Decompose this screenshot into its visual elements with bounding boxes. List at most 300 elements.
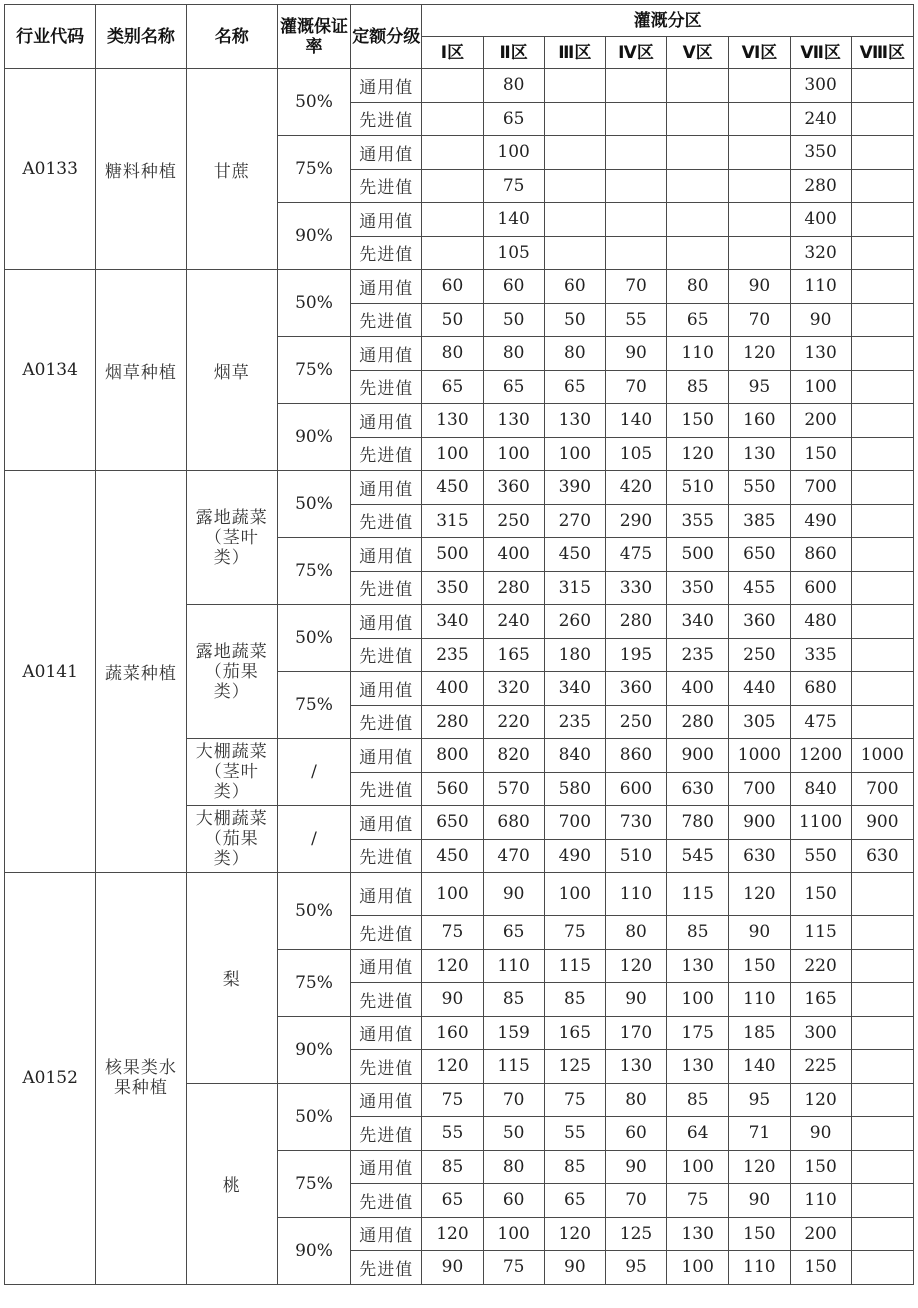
crop-name-cell: 露地蔬菜（茎叶类） (186, 471, 277, 605)
zone-value-cell: 550 (729, 471, 790, 505)
guarantee-rate-cell: 50% (277, 69, 350, 136)
zone-value-cell: 280 (790, 169, 851, 203)
zone-value-cell (667, 69, 729, 103)
zone-value-cell: 700 (544, 806, 605, 840)
zone-value-cell: 120 (605, 949, 666, 983)
crop-name-cell: 露地蔬菜（茄果类） (186, 605, 277, 739)
zone-value-cell: 70 (729, 303, 790, 337)
quota-grade-cell: 先进值 (351, 571, 422, 605)
zone-value-cell: 330 (605, 571, 666, 605)
zone-value-cell (851, 1184, 913, 1218)
category-name-cell: 糖料种植 (96, 69, 186, 270)
quota-grade-cell: 先进值 (351, 983, 422, 1017)
zone-value-cell: 150 (729, 949, 790, 983)
zone-value-cell (851, 169, 913, 203)
quota-grade-cell: 先进值 (351, 839, 422, 873)
quota-grade-cell: 先进值 (351, 1117, 422, 1151)
zone-value-cell (667, 169, 729, 203)
zone-value-cell: 130 (667, 1217, 729, 1251)
zone-value-cell (851, 1050, 913, 1084)
zone-value-cell: 120 (790, 1083, 851, 1117)
zone-value-cell: 420 (605, 471, 666, 505)
zone-value-cell: 110 (790, 270, 851, 304)
zone-value-cell: 90 (605, 337, 666, 371)
zone-value-cell: 240 (790, 102, 851, 136)
zone-value-cell (544, 169, 605, 203)
zone-value-cell: 100 (544, 873, 605, 916)
zone-value-cell: 90 (422, 1251, 483, 1285)
zone-value-cell: 75 (422, 916, 483, 950)
category-name-cell: 烟草种植 (96, 270, 186, 471)
zone-value-cell (851, 1217, 913, 1251)
quota-grade-cell: 通用值 (351, 337, 422, 371)
zone-value-cell: 85 (544, 1150, 605, 1184)
zone-value-cell: 75 (483, 1251, 544, 1285)
quota-grade-cell: 先进值 (351, 638, 422, 672)
zone-value-cell (422, 236, 483, 270)
zone-value-cell: 550 (790, 839, 851, 873)
zone-value-cell: 315 (422, 504, 483, 538)
category-name-cell: 核果类水果种植 (96, 873, 186, 1285)
zone-value-cell: 490 (790, 504, 851, 538)
zone-value-cell: 630 (729, 839, 790, 873)
zone-value-cell: 185 (729, 1016, 790, 1050)
quota-grade-cell: 先进值 (351, 504, 422, 538)
zone-value-cell: 250 (605, 705, 666, 739)
zone-value-cell: 360 (483, 471, 544, 505)
zone-value-cell (851, 983, 913, 1017)
zone-value-cell: 280 (483, 571, 544, 605)
zone-value-cell: 150 (790, 1251, 851, 1285)
crop-name-cell: 桃 (186, 1083, 277, 1284)
zone-value-cell (729, 136, 790, 170)
zone-value-cell: 60 (483, 1184, 544, 1218)
zone-value-cell: 860 (605, 739, 666, 773)
zone-value-cell: 80 (605, 916, 666, 950)
zone-value-cell: 350 (667, 571, 729, 605)
zone-value-cell: 50 (422, 303, 483, 337)
zone-value-cell: 165 (790, 983, 851, 1017)
zone-value-cell: 820 (483, 739, 544, 773)
zone-value-cell (851, 916, 913, 950)
zone-value-cell (851, 102, 913, 136)
zone-value-cell: 110 (790, 1184, 851, 1218)
zone-value-cell: 130 (729, 437, 790, 471)
crop-name-cell: 烟草 (186, 270, 277, 471)
zone-value-cell: 630 (851, 839, 913, 873)
quota-grade-cell: 通用值 (351, 69, 422, 103)
zone-value-cell: 105 (483, 236, 544, 270)
zone-value-cell: 150 (729, 1217, 790, 1251)
zone-value-cell: 340 (544, 672, 605, 706)
table-header (5, 5, 914, 69)
zone-value-cell: 140 (605, 404, 666, 438)
zone-value-cell: 730 (605, 806, 666, 840)
quota-grade-cell: 通用值 (351, 672, 422, 706)
zone-value-cell: 340 (667, 605, 729, 639)
zone-value-cell: 65 (667, 303, 729, 337)
zone-value-cell: 150 (790, 1150, 851, 1184)
zone-value-cell: 100 (667, 1150, 729, 1184)
zone-value-cell: 80 (483, 1150, 544, 1184)
guarantee-rate-cell: 90% (277, 203, 350, 270)
quota-grade-cell: 先进值 (351, 1184, 422, 1218)
zone-value-cell: 400 (422, 672, 483, 706)
zone-value-cell: 500 (667, 538, 729, 572)
zone-value-cell: 470 (483, 839, 544, 873)
quota-grade-cell: 通用值 (351, 471, 422, 505)
zone-value-cell: 65 (544, 1184, 605, 1218)
header-zone: Ⅰ区 (422, 37, 483, 69)
zone-value-cell: 110 (605, 873, 666, 916)
zone-value-cell: 100 (667, 983, 729, 1017)
zone-value-cell: 90 (729, 1184, 790, 1218)
zone-value-cell: 1000 (729, 739, 790, 773)
zone-value-cell: 150 (790, 873, 851, 916)
zone-value-cell: 780 (667, 806, 729, 840)
zone-value-cell: 360 (729, 605, 790, 639)
zone-value-cell: 680 (790, 672, 851, 706)
zone-value-cell: 455 (729, 571, 790, 605)
zone-value-cell: 90 (605, 983, 666, 1017)
zone-value-cell (729, 69, 790, 103)
table-row (5, 471, 914, 505)
zone-value-cell (544, 69, 605, 103)
zone-value-cell: 335 (790, 638, 851, 672)
zone-value-cell: 60 (422, 270, 483, 304)
industry-code-cell: A0133 (5, 69, 96, 270)
guarantee-rate-cell: 75% (277, 337, 350, 404)
guarantee-rate-cell: 75% (277, 1150, 350, 1217)
zone-value-cell (851, 303, 913, 337)
zone-value-cell: 80 (483, 69, 544, 103)
guarantee-rate-cell: 50% (277, 471, 350, 538)
quota-grade-cell: 先进值 (351, 236, 422, 270)
guarantee-rate-cell: 50% (277, 1083, 350, 1150)
zone-value-cell: 64 (667, 1117, 729, 1151)
quota-grade-cell: 先进值 (351, 1251, 422, 1285)
zone-value-cell (422, 69, 483, 103)
zone-value-cell: 70 (605, 270, 666, 304)
table-body (5, 69, 914, 1285)
zone-value-cell: 680 (483, 806, 544, 840)
zone-value-cell: 100 (544, 437, 605, 471)
zone-value-cell: 130 (667, 1050, 729, 1084)
zone-value-cell (851, 504, 913, 538)
zone-value-cell: 360 (605, 672, 666, 706)
zone-value-cell (544, 236, 605, 270)
quota-grade-cell: 先进值 (351, 102, 422, 136)
zone-value-cell: 90 (422, 983, 483, 1017)
guarantee-rate-cell: 90% (277, 404, 350, 471)
zone-value-cell: 60 (483, 270, 544, 304)
zone-value-cell: 130 (605, 1050, 666, 1084)
zone-value-cell (851, 136, 913, 170)
zone-value-cell: 65 (544, 370, 605, 404)
zone-value-cell: 120 (729, 1150, 790, 1184)
zone-value-cell: 290 (605, 504, 666, 538)
zone-value-cell (851, 949, 913, 983)
zone-value-cell: 500 (422, 538, 483, 572)
quota-grade-cell: 先进值 (351, 1050, 422, 1084)
zone-value-cell: 90 (483, 873, 544, 916)
quota-grade-cell: 先进值 (351, 772, 422, 806)
zone-value-cell: 100 (667, 1251, 729, 1285)
guarantee-rate-cell: 75% (277, 538, 350, 605)
zone-value-cell: 300 (790, 69, 851, 103)
zone-value-cell: 130 (790, 337, 851, 371)
zone-value-cell: 300 (790, 1016, 851, 1050)
header-zone: Ⅱ区 (483, 37, 544, 69)
zone-value-cell (851, 1016, 913, 1050)
zone-value-cell (605, 169, 666, 203)
zone-value-cell: 800 (422, 739, 483, 773)
guarantee-rate-cell: 50% (277, 873, 350, 950)
zone-value-cell: 650 (729, 538, 790, 572)
quota-grade-cell: 通用值 (351, 605, 422, 639)
table-row (5, 873, 914, 916)
zone-value-cell: 120 (422, 1050, 483, 1084)
zone-value-cell: 110 (667, 337, 729, 371)
zone-value-cell: 55 (544, 1117, 605, 1151)
zone-value-cell: 200 (790, 1217, 851, 1251)
header-zone: Ⅲ区 (544, 37, 605, 69)
zone-value-cell: 60 (605, 1117, 666, 1151)
header-grade: 定额分级 (351, 5, 422, 69)
zone-value-cell: 90 (729, 270, 790, 304)
zone-value-cell: 95 (729, 1083, 790, 1117)
quota-grade-cell: 先进值 (351, 916, 422, 950)
zone-value-cell: 250 (483, 504, 544, 538)
crop-name-cell: 梨 (186, 873, 277, 1084)
zone-value-cell: 220 (790, 949, 851, 983)
zone-value-cell (422, 203, 483, 237)
zone-value-cell (422, 136, 483, 170)
zone-value-cell (851, 672, 913, 706)
zone-value-cell: 120 (729, 337, 790, 371)
zone-value-cell (851, 605, 913, 639)
quota-grade-cell: 先进值 (351, 169, 422, 203)
header-zone: Ⅶ区 (790, 37, 851, 69)
zone-value-cell: 60 (544, 270, 605, 304)
zone-value-cell: 510 (605, 839, 666, 873)
zone-value-cell: 50 (483, 1117, 544, 1151)
zone-value-cell: 120 (422, 1217, 483, 1251)
zone-value-cell: 1000 (851, 739, 913, 773)
zone-value-cell: 490 (544, 839, 605, 873)
zone-value-cell: 130 (422, 404, 483, 438)
zone-value-cell: 385 (729, 504, 790, 538)
zone-value-cell (544, 203, 605, 237)
zone-value-cell (851, 404, 913, 438)
guarantee-rate-cell: 50% (277, 270, 350, 337)
zone-value-cell: 160 (422, 1016, 483, 1050)
zone-value-cell: 280 (667, 705, 729, 739)
zone-value-cell (851, 1150, 913, 1184)
zone-value-cell: 150 (790, 437, 851, 471)
header-category: 类别名称 (96, 5, 186, 69)
zone-value-cell: 700 (851, 772, 913, 806)
zone-value-cell: 270 (544, 504, 605, 538)
zone-value-cell: 180 (544, 638, 605, 672)
quota-grade-cell: 通用值 (351, 136, 422, 170)
header-name: 名称 (186, 5, 277, 69)
zone-value-cell: 75 (483, 169, 544, 203)
zone-value-cell: 90 (790, 1117, 851, 1151)
crop-name-cell: 大棚蔬菜（茎叶类） (186, 739, 277, 806)
zone-value-cell: 55 (422, 1117, 483, 1151)
zone-value-cell (729, 169, 790, 203)
zone-value-cell (605, 102, 666, 136)
zone-value-cell (605, 69, 666, 103)
zone-value-cell (851, 69, 913, 103)
zone-value-cell: 115 (544, 949, 605, 983)
zone-value-cell: 475 (605, 538, 666, 572)
zone-value-cell: 320 (483, 672, 544, 706)
zone-value-cell: 100 (483, 437, 544, 471)
zone-value-cell (605, 136, 666, 170)
zone-value-cell: 235 (667, 638, 729, 672)
zone-value-cell: 450 (422, 839, 483, 873)
zone-value-cell: 65 (483, 102, 544, 136)
category-name-cell: 蔬菜种植 (96, 471, 186, 873)
zone-value-cell: 480 (790, 605, 851, 639)
quota-grade-cell: 通用值 (351, 1083, 422, 1117)
zone-value-cell: 80 (544, 337, 605, 371)
zone-value-cell: 65 (422, 1184, 483, 1218)
zone-value-cell: 70 (605, 370, 666, 404)
zone-value-cell: 85 (483, 983, 544, 1017)
zone-value-cell: 80 (667, 270, 729, 304)
zone-value-cell: 630 (667, 772, 729, 806)
zone-value-cell: 115 (667, 873, 729, 916)
crop-name-cell: 甘蔗 (186, 69, 277, 270)
zone-value-cell: 71 (729, 1117, 790, 1151)
zone-value-cell: 350 (422, 571, 483, 605)
zone-value-cell (729, 236, 790, 270)
zone-value-cell: 350 (790, 136, 851, 170)
quota-grade-cell: 通用值 (351, 1150, 422, 1184)
zone-value-cell: 165 (544, 1016, 605, 1050)
zone-value-cell: 130 (483, 404, 544, 438)
zone-value-cell: 85 (667, 370, 729, 404)
zone-value-cell (667, 102, 729, 136)
zone-value-cell (667, 203, 729, 237)
industry-code-cell: A0141 (5, 471, 96, 873)
quota-grade-cell: 通用值 (351, 538, 422, 572)
header-rate: 灌溉保证率 (277, 5, 350, 69)
zone-value-cell (422, 169, 483, 203)
zone-value-cell (729, 203, 790, 237)
zone-value-cell: 90 (790, 303, 851, 337)
zone-value-cell: 85 (422, 1150, 483, 1184)
zone-value-cell: 510 (667, 471, 729, 505)
zone-value-cell (605, 203, 666, 237)
zone-value-cell: 105 (605, 437, 666, 471)
crop-name-cell: 大棚蔬菜（茄果类） (186, 806, 277, 873)
header-zone: Ⅴ区 (667, 37, 729, 69)
zone-value-cell: 600 (605, 772, 666, 806)
zone-value-cell: 165 (483, 638, 544, 672)
quota-grade-cell: 通用值 (351, 203, 422, 237)
zone-value-cell: 320 (790, 236, 851, 270)
zone-value-cell: 355 (667, 504, 729, 538)
zone-value-cell: 450 (544, 538, 605, 572)
zone-value-cell: 140 (729, 1050, 790, 1084)
header-zone: Ⅷ区 (851, 37, 913, 69)
zone-value-cell: 80 (422, 337, 483, 371)
quota-grade-cell: 通用值 (351, 1217, 422, 1251)
zone-value-cell: 110 (729, 983, 790, 1017)
zone-value-cell: 120 (667, 437, 729, 471)
zone-value-cell (851, 471, 913, 505)
zone-value-cell (605, 236, 666, 270)
zone-value-cell (667, 136, 729, 170)
zone-value-cell: 235 (544, 705, 605, 739)
guarantee-rate-cell: 90% (277, 1016, 350, 1083)
zone-value-cell: 65 (422, 370, 483, 404)
header-zones-title: 灌溉分区 (422, 5, 914, 37)
zone-value-cell: 400 (790, 203, 851, 237)
quota-grade-cell: 通用值 (351, 806, 422, 840)
zone-value-cell: 110 (729, 1251, 790, 1285)
guarantee-rate-cell: 75% (277, 949, 350, 1016)
zone-value-cell (851, 1083, 913, 1117)
zone-value-cell: 130 (544, 404, 605, 438)
quota-grade-cell: 通用值 (351, 1016, 422, 1050)
zone-value-cell: 120 (729, 873, 790, 916)
quota-grade-cell: 先进值 (351, 370, 422, 404)
zone-value-cell: 75 (544, 1083, 605, 1117)
zone-value-cell: 600 (790, 571, 851, 605)
zone-value-cell: 475 (790, 705, 851, 739)
guarantee-rate-cell: 50% (277, 605, 350, 672)
zone-value-cell (729, 102, 790, 136)
zone-value-cell: 840 (790, 772, 851, 806)
zone-value-cell: 70 (605, 1184, 666, 1218)
zone-value-cell: 240 (483, 605, 544, 639)
zone-value-cell: 130 (667, 949, 729, 983)
zone-value-cell: 580 (544, 772, 605, 806)
zone-value-cell: 75 (544, 916, 605, 950)
zone-value-cell: 70 (483, 1083, 544, 1117)
zone-value-cell: 900 (729, 806, 790, 840)
zone-value-cell: 120 (422, 949, 483, 983)
zone-value-cell (851, 337, 913, 371)
zone-value-cell: 340 (422, 605, 483, 639)
guarantee-rate-cell: 75% (277, 672, 350, 739)
zone-value-cell: 280 (422, 705, 483, 739)
zone-value-cell: 50 (544, 303, 605, 337)
zone-value-cell: 115 (790, 916, 851, 950)
header-zone: Ⅵ区 (729, 37, 790, 69)
zone-value-cell: 85 (667, 916, 729, 950)
zone-value-cell (851, 370, 913, 404)
quota-grade-cell: 先进值 (351, 437, 422, 471)
zone-value-cell: 65 (483, 916, 544, 950)
zone-value-cell: 305 (729, 705, 790, 739)
zone-value-cell: 545 (667, 839, 729, 873)
quota-grade-cell: 先进值 (351, 303, 422, 337)
zone-value-cell: 65 (483, 370, 544, 404)
zone-value-cell: 315 (544, 571, 605, 605)
table-row (5, 69, 914, 103)
guarantee-rate-cell: / (277, 739, 350, 806)
zone-value-cell (851, 873, 913, 916)
zone-value-cell: 80 (605, 1083, 666, 1117)
zone-value-cell: 110 (483, 949, 544, 983)
zone-value-cell: 400 (483, 538, 544, 572)
